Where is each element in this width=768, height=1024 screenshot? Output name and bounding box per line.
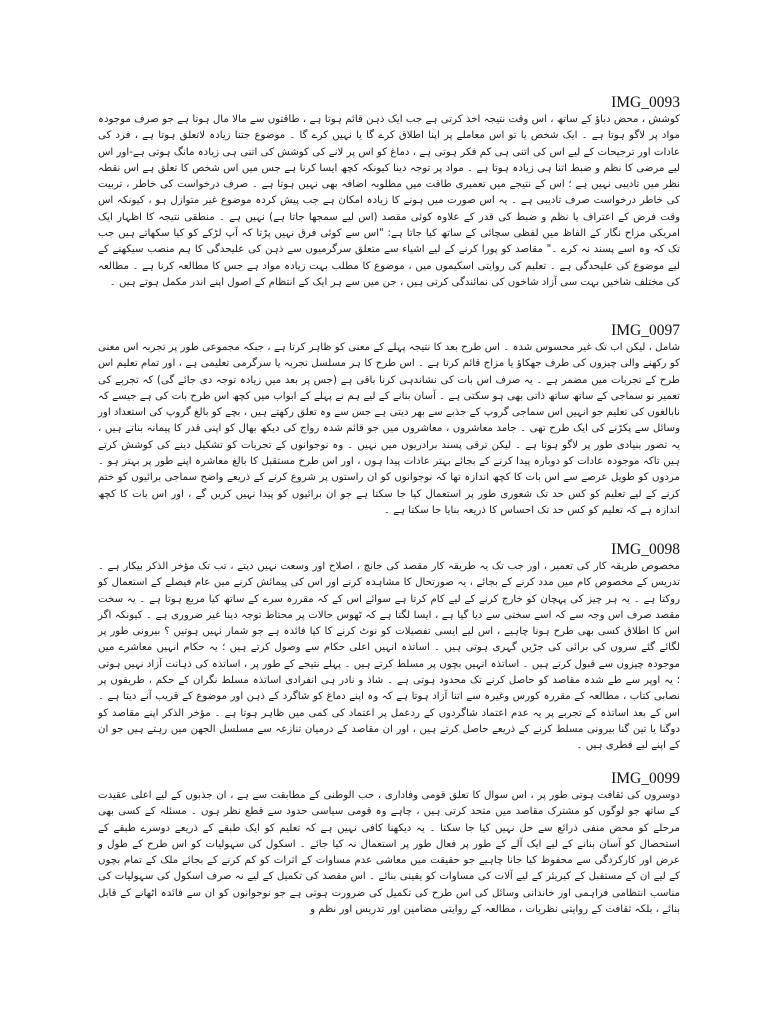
section-img-0099 [98,770,680,918]
section-heading: IMG_0098 [611,541,680,558]
section-paragraph: دوسروں کی ثقافت ہوتی طور پر ، اس سوال کا تعلق قومی وفاداری ، حب الوطنی کے مطابقت سے ہے ، ان جذبوں کے لیے اعلی عقیدت کے ساتھ جو لوگوں کو مشترک مقاصد میں متحد کرتی ہیں ، چاہے وہ قومی سیاسی حدود سے قطع نظر ہوں ۔ مسئلہ کے کسی بھی مرحلے کو محض منفی ذرائع سے حل نہیں کیا جا سکتا ۔ یہ دیکھنا کافی نہیں ہے کہ تعلیم کو ایک طبقے کے ذریعے دوسرے طبقے کے استحصال کو آسان بنانے کے لیے ایک آلے کے طور پر فعال طور پر استعمال نہ کیا جائے ۔ اسکول کی سہولیات کو اس طرح کے طول و عرض اور کارکردگی سے محفوظ کیا جانا چاہیے جو حقیقت میں معاشی عدم مساوات کے اثرات کو کم کرنے کے بجائے ملک کے تمام بچوں کے لیے ان کے مستقبل کے کیریئر کے لیے آلات کی مساوات کو یقینی بنائے ۔ اس مقصد کی تکمیل کے لیے نہ صرف اسکول کی سہولیات کی مناسب انتظامی فراہمی اور خاندانی وسائل کی اس طرح کی تکمیل کی ضرورت ہوتی ہے جو نوجوانوں کو ان سے فائدہ اٹھانے کے قابل بنائے ، بلکہ ثقافت کے روایتی نظریات ، مطالعہ کے روایتی مضامین اور تدریس اور نظم و [98,790,680,916]
section-heading: IMG_0097 [611,322,680,339]
section-paragraph: کوشش ، محض دباؤ کے ساتھ ، اس وقت نتیجہ اخذ کرتی ہے جب ایک ذہن قائم ہوتا ہے ، طاقتوں سے مالا مال ہوتا ہے جو صرف موجودہ مواد پر لاگو ہوتا ہے ۔ ایک شخص یا تو اس معاملے پر اپنا اطلاق کرے گا یا نہیں کرے گا ۔ موضوع جتنا زیادہ لاتعلق ہوتا ہے ، فرد کی عادات اور ترجیحات کے لیے اس کی اتنی ہی کم فکر ہوتی ہے ، دماغ کو اس پر لانے کی کوشش کی اتنی ہی زیادہ مانگ ہوتی ہے-اور اس لیے مرضی کا نظم و ضبط اتنا ہی زیادہ ہوتا ہے ۔ مواد پر توجہ دینا کیونکہ کچھ ایسا کرنا ہے جس میں اس شخص کا تعلق ہے اس نقطہ نظر میں تادیبی نہیں ہے ؛ اس کے نتیجے میں تعمیری طاقت میں مطلوبہ اضافہ بھی نہیں ہوتا ہے ۔ صرف درخواست کی خاطر ، تربیت کی خاطر درخواست صرف تادیبی ہے ۔ یہ اس صورت میں ہونے کا زیادہ امکان ہے جب پیش کردہ موضوع غیر متوازل ہو ، کیونکہ اس وقت فرض کے اعتراف یا نظم و ضبط کی قدر کے علاوہ کوئی مقصد (اس لیے سمجھا جاتا ہے) نہیں ہے ۔ منطقی نتیجہ کا اظہار ایک امریکی مزاح نگار کے الفاظ میں لفظی سچائی کے ساتھ کیا جاتا ہے: "اس سے کوئی فرق نہیں پڑتا کہ آپ لڑکے کو کیا سکھاتے ہیں جب تک کہ وہ اسے پسند نہ کرے ۔" مقاصد کو پورا کرنے کے لیے اشیاء سے متعلق سرگرمیوں سے ذہن کی علیحدگی کا ہم منصب سیکھنے کے لیے موضوع کی علیحدگی ہے ۔ تعلیم کی روایتی اسکیموں میں ، موضوع کا مطلب بہت زیادہ مواد ہے جس کا مطالعہ کرنا ہے ۔ مطالعہ کی مختلف شاخیں بہت سی آزاد شاخوں کی نمائندگی کرتی ہیں ، جن میں سے ہر ایک کے انتظام کے اصول اپنے اندر مکمل ہوتے ہیں ۔ [98,114,680,288]
section-heading: IMG_0099 [611,770,680,787]
section-paragraph: مخصوص طریقہ کار کی تعمیر ، اور جب تک یہ طریقہ کار مقصد کی جانچ ، اصلاح اور وسعت نہیں دیتے ، تب تک مؤخر الذکر بیکار ہے ۔ تدریس کے مخصوص کام میں مدد کرنے کے بجائے ، یہ صورتحال کا مشاہدہ کرنے اور اس کی پیمائش کرنے میں عام فیصلے کے استعمال کو روکتا ہے ۔ یہ ہر چیز کی پہچان کو خارج کرنے کے لیے کام کرتا ہے سوائے اس کے کہ مقررہ سرے کے ساتھ کیا مربع ہوتا ہے ۔ یہ سخت مقصد صرف اس وجہ سے کہ اسے سختی سے دیا گیا ہے ، ایسا لگتا ہے کہ ٹھوس حالات پر محتاط توجہ دینا غیر ضروری ہے ۔ کیونکہ اگر اس کا اطلاق کسی بھی طرح ہونا چاہیے ، اس لیے ایسی تفصیلات کو نوٹ کرنے کا کیا فائدہ ہے جو شمار نہیں ہوتیں ؟ بیرونی طور پر لگائے گئے سروں کی برائی کی جڑیں گہری ہوتی ہیں ۔ اساتذہ انہیں اعلی حکام سے وصول کرتے ہیں ؛ یہ حکام انہیں معاشرے میں موجودہ چیزوں سے قبول کرتے ہیں ۔ اساتذہ انہیں بچوں پر مسلط کرتے ہیں ۔ پہلے نتیجے کے طور پر ، اساتذہ کی ذہانت آزاد نہیں ہوتی ؛ یہ اوپر سے طے شدہ مقاصد کو حاصل کرنے تک محدود ہوتی ہے ۔ شاذ و نادر ہی انفرادی اساتذہ مسلط نگران کے حکم ، طریقوں پر نصابی کتاب ، مطالعہ کے مقررہ کورس وغیرہ سے اتنا آزاد ہوتا ہے کہ وہ اپنے دماغ کو شاگرد کے ذہن اور موضوع کے قریب آنے دیتا ہے ۔ اس کے بعد اساتذہ کے تجربے پر یہ عدم اعتماد شاگردوں کے ردعمل پر اعتماد کی کمی میں ظاہر ہوتا ہے ۔ مؤخر الذکر اپنے مقاصد کو دوگنا یا تین گنا بیرونی مسلط کرنے کے ذریعے حاصل کرتے ہیں ، اور ان مقاصد کے درمیان تنازعہ سے مسلسل الجھن میں رہتے ہیں جو ان کے اپنے لیے فطری ہیں ۔ [98,561,680,752]
section-heading: IMG_0093 [611,94,680,111]
section-img-0097 [98,322,680,519]
section-paragraph: شامل ، لیکن اب تک غیر محسوس شدہ ۔ اس طرح بعد کا نتیجہ پہلے کے معنی کو ظاہر کرتا ہے ، جبکہ مجموعی طور پر تجربہ اس معنی کو رکھنے والی چیزوں کی طرف جھکاؤ یا مزاج قائم کرتا ہے ۔ اس طرح کا ہر مسلسل تجربہ یا سرگرمی تعلیمی ہے ، اور تمام تعلیم اس طرح کے تجربات میں مضمر ہے ۔ یہ صرف اس بات کی نشاندہی کرنا باقی ہے (جس پر بعد میں زیادہ توجہ دی جائے گی) کہ تجربے کی تعمیر نو سماجی کے ساتھ ساتھ ذاتی بھی ہو سکتی ہے ۔ آسان بنانے کے لیے ہم نے پہلے کے ابواب میں کچھ اس طرح بات کی ہے جیسے کہ نابالغوں کی تعلیم جو انہیں اس سماجی گروپ کے جذبے سے بھر دیتی ہے جس سے وہ تعلق رکھتے ہیں ، بچے کو بالغ گروپ کی استعداد اور وسائل سے پکڑنے کی ایک طرح تھی ۔ جامد معاشروں ، معاشروں میں جو قائم شدہ رواج کی دیکھ بھال کو اپنی قدر کا پیمانہ بناتے ہیں ، یہ تصور بنیادی طور پر لاگو ہوتا ہے ۔ لیکن ترقی پسند برادریوں میں نہیں ۔ وہ نوجوانوں کے تجربات کو تشکیل دینے کی کوشش کرتے ہیں تاکہ موجودہ عادات کو دوبارہ پیدا کرنے کے بجائے بہتر عادات پیدا ہوں ، اور اس طرح مستقبل کا بالغ معاشرہ اپنے طور پر بہتر ہو ۔ مردوں کو طویل عرصے سے اس بات کا کچھ اندازہ تھا کہ نوجوانوں کو ان راستوں پر شروع کرنے کے ذریعے واضح سماجی برائیوں کو ختم کرنے کے لیے تعلیم کو کس حد تک شعوری طور پر استعمال کیا جا سکتا ہے جو ان برائیوں کو پیدا نہیں کریں گے ، اور اس بات کا کچھ اندازہ ہے کہ تعلیم کو کس حد تک احساس کا ذریعہ بنایا جا سکتا ہے ۔ [98,342,680,516]
section-img-0098 [98,541,680,755]
section-img-0093 [98,94,680,291]
